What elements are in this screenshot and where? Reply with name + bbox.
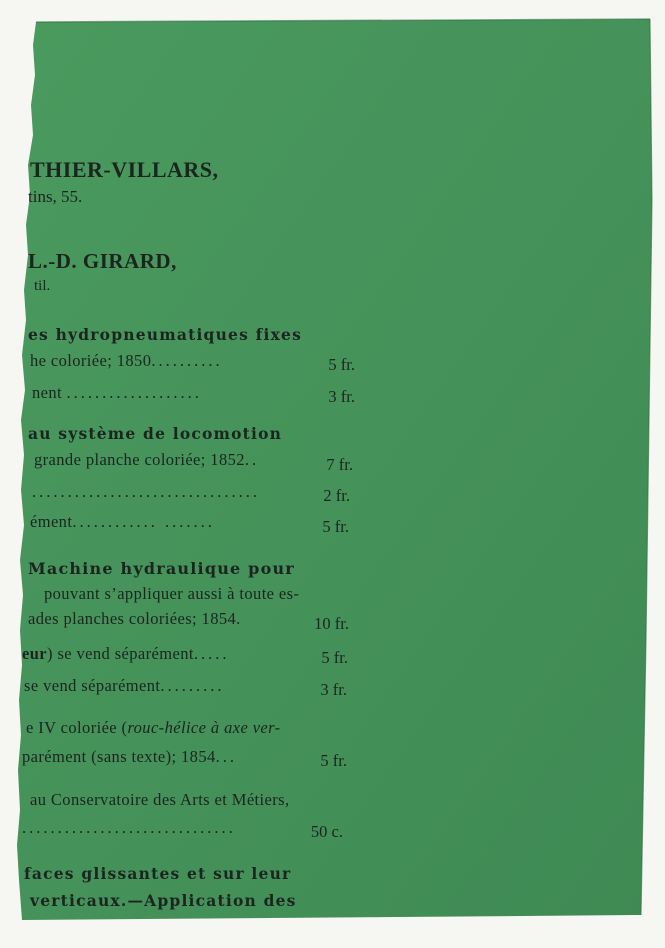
price: 5 fr. (320, 751, 347, 770)
entry-line: verticaux.—Application des (30, 891, 297, 910)
entry-line (32, 484, 260, 501)
dot-leader: .............................. (22, 818, 236, 837)
entry-line-italic: rouc-hélice à axe ver- (127, 718, 281, 737)
entry-title: au système de locomotion (28, 424, 283, 443)
entry-line (34, 452, 259, 469)
dot-leader: ......... (160, 676, 225, 695)
entry-line-prefix: eur (22, 644, 48, 663)
price: 50 c. (310, 822, 343, 841)
price: 2 fr. (323, 486, 350, 505)
entry-title: Machine hydraulique pour (28, 559, 295, 578)
dot-leader: ..... (193, 644, 230, 663)
entry-line-text: nent (32, 383, 63, 402)
publisher-line: THIER-VILLARS, (30, 157, 219, 182)
price: 5 fr. (328, 355, 355, 374)
dot-leader: .......... (151, 351, 223, 370)
price: 10 fr. (314, 614, 349, 633)
entry-line-text: grande planche coloriée; 1852 (34, 450, 245, 469)
entry-line-text: e IV coloriée ( (26, 718, 128, 737)
entry-line (22, 820, 236, 837)
entry-line-text: ) se vend séparément (47, 644, 194, 663)
price: 5 fr. (322, 517, 349, 536)
price: 7 fr. (326, 455, 353, 474)
dot-leader: ... (215, 747, 237, 766)
entry-line (26, 720, 281, 737)
price: 5 fr. (321, 648, 348, 667)
price: 3 fr. (328, 387, 355, 406)
entry-line-text: ément (30, 512, 73, 531)
author-sub-line: til. (34, 278, 51, 294)
price: 3 fr. (320, 680, 347, 699)
entry-line (24, 678, 225, 695)
dot-leader: ................... (66, 383, 202, 402)
entry-line (22, 646, 229, 663)
dot-leader: .. (244, 450, 260, 469)
entry-title: es hydropneumatiques fixes (28, 325, 303, 344)
author-line: L.-D. GIRARD, (28, 249, 177, 273)
entry-line (22, 749, 237, 766)
entry-line-text: se vend séparément (24, 676, 161, 695)
dot-leader: ............ ....... (72, 512, 215, 531)
address-line: tins, 55. (28, 187, 83, 206)
dot-leader: ................................ (32, 482, 260, 501)
entry-line (32, 385, 202, 402)
entry-line-text: parément (sans texte); 1854 (22, 747, 216, 766)
entry-line (30, 514, 215, 531)
entry-line: au Conservatoire des Arts et Métiers, (30, 790, 290, 809)
entry-line-text: he coloriée; 1850 (30, 351, 152, 370)
entry-line (30, 353, 223, 370)
entry-title: faces glissantes et sur leur (24, 864, 292, 883)
entry-line: ades planches coloriées; 1854. (28, 609, 241, 628)
entry-line: pouvant s’appliquer aussi à toute es- (44, 584, 300, 603)
